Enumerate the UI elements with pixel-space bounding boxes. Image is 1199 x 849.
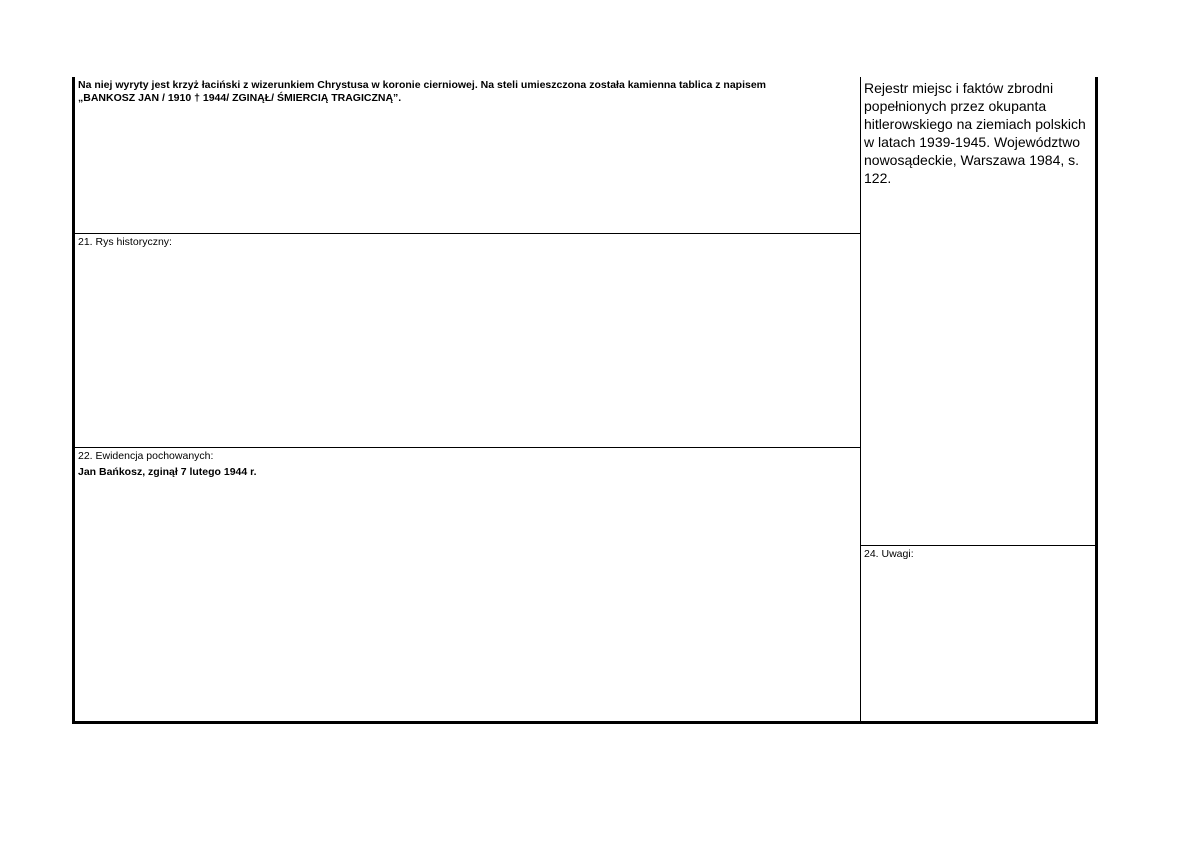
inscription-description: Na niej wyryty jest krzyż łaciński z wizerunkiem Chrystusa w koronie cierniowej. Na steli umieszczona została kamienna tablica z napisem [78,79,767,91]
history-cell [75,234,860,447]
form-table [72,77,1098,724]
source-cell [861,77,1095,545]
source-reference: Rejestr miejsc i faktów zbrodni popełnionych przez okupanta hitlerowskiego na ziemiach polskich w latach 1939-1945. Województwo nowosądeckie, Warszawa 1984, s. 122. [864,80,1086,186]
remarks-cell [861,546,1095,721]
burials-cell [75,448,860,721]
burials-label: 22. Ewidencja pochowanych: [78,450,214,462]
burials-entry: Jan Bańkosz, zginął 7 lutego 1944 r. [78,466,257,478]
inscription-cell [75,77,860,233]
remarks-label: 24. Uwagi: [864,548,914,560]
inscription-text: „BANKOSZ JAN / 1910 † 1944/ ZGINĄŁ/ ŚMIERCIĄ TRAGICZNĄ”. [78,92,402,104]
history-label: 21. Rys historyczny: [78,236,172,248]
